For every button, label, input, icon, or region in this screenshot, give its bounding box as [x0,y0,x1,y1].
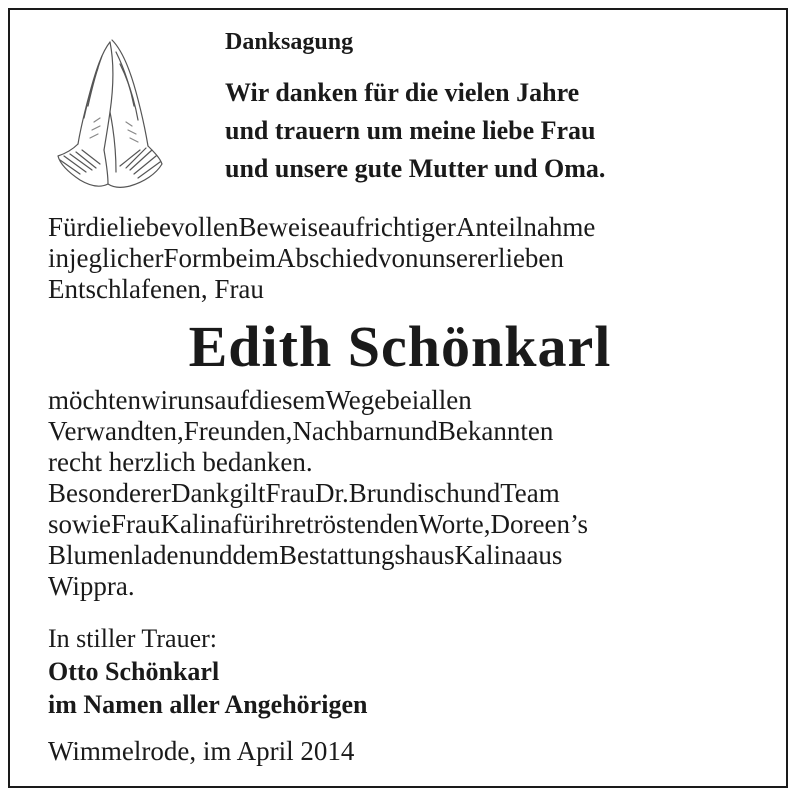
signature-block [48,622,367,721]
text-line: recht herzlich bedanken. [48,447,313,477]
text-line: BlumenladenunddemBestattungshausKalinaaus [48,540,563,570]
notice-heading: Danksagung [225,29,354,55]
signer-name: Otto Schönkarl [48,657,220,686]
text-line: Verwandten,Freunden,NachbarnundBekannten [48,416,554,446]
intro-line: und unsere gute Mutter und Oma. [225,154,606,183]
text-line: Wippra. [48,571,135,601]
text-line: FürdieliebevollenBeweiseaufrichtigerAnteilnahme [48,212,596,242]
thanks-paragraph-2 [48,385,753,602]
thanks-paragraph-1 [48,212,753,305]
intro-line: und trauern um meine liebe Frau [225,116,596,145]
signer-note: im Namen aller Angehörigen [48,690,368,719]
text-line: BesondererDankgiltFrauDr.BrundischundTeam [48,478,560,508]
place-date: Wimmelrode, im April 2014 [48,736,355,766]
intro-line: Wir danken für die vielen Jahre [225,78,580,107]
text-line: sowieFrauKalinafürihretröstendenWorte,Doreen’s [48,509,588,539]
text-line: möchtenwirunsaufdiesemWegebeiallen [48,385,472,415]
closing-line: In stiller Trauer: [48,624,217,653]
deceased-name: Edith Schönkarl [188,314,612,379]
text-line: injeglicherFormbeimAbschiedvonunsererlieben [48,243,564,273]
praying-hands-icon [50,22,170,202]
intro-text [225,74,785,188]
text-line: Entschlafenen, Frau [48,274,264,304]
